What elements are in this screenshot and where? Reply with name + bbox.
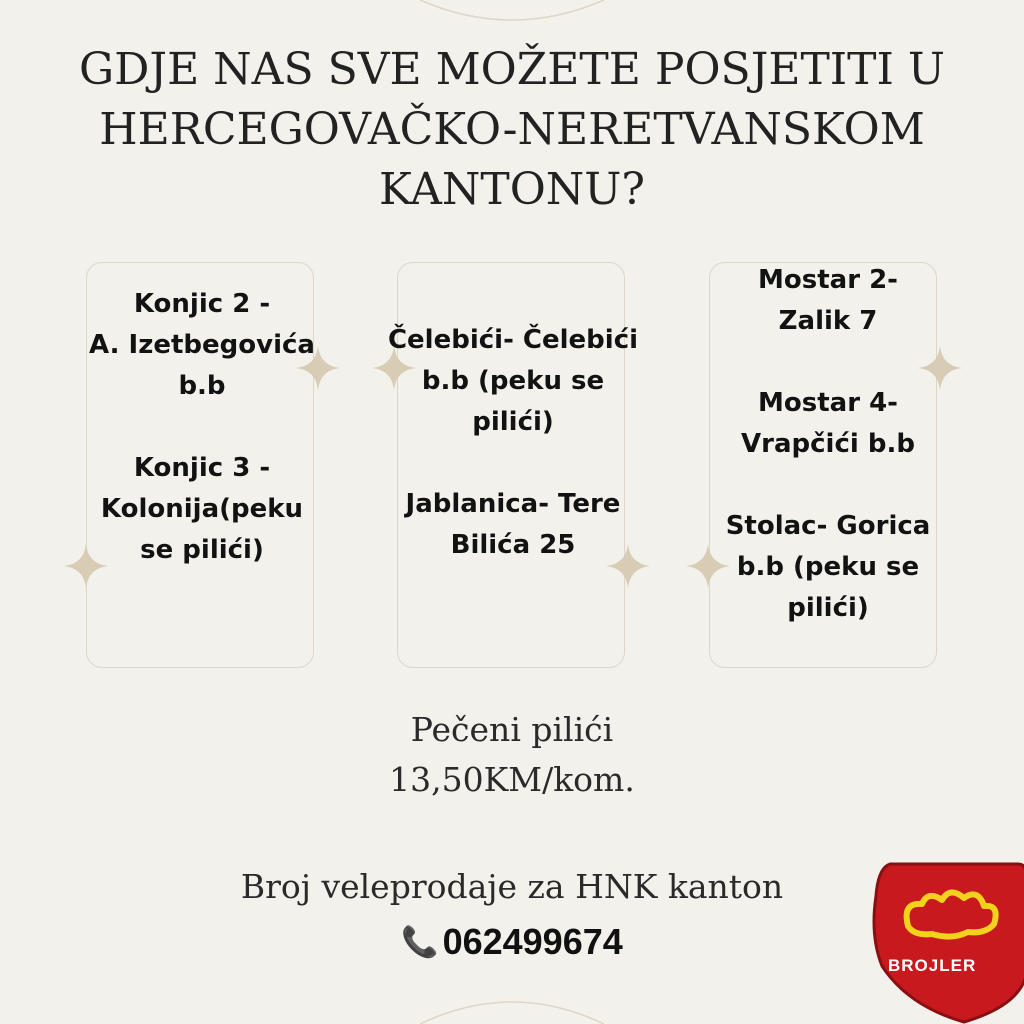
location-line: b.b (peku se [421, 366, 605, 396]
title-line-2: HERCEGOVAČKO-NERETVANSKOM [99, 104, 925, 155]
location-line: Konjic 3 - [133, 453, 271, 483]
sparkle-icon [918, 346, 962, 390]
phone-number-line[interactable] [312, 916, 712, 969]
sparkle-icon [372, 346, 416, 390]
wholesale-label: Broj veleprodaje za HNK kanton [240, 867, 784, 906]
location-line: A. Izetbegovića [89, 330, 315, 360]
brojler-logo [868, 856, 1024, 1024]
location-card-1-text [60, 284, 344, 571]
location-line: Mostar 2- [758, 265, 898, 295]
location-line: Stolac- Gorica [725, 511, 931, 541]
location-line: Konjic 2 - [133, 289, 271, 319]
location-line: Jablanica- Tere [405, 489, 621, 519]
location-line: b.b [178, 371, 226, 401]
location-line: se pilići) [140, 535, 264, 565]
location-line: Vrapčići b.b [741, 429, 915, 459]
location-spacer [371, 443, 655, 484]
title-line-1: GDJE NAS SVE MOŽETE POSJETITI U [79, 44, 945, 95]
location-line: pilići) [787, 593, 869, 623]
location-line: b.b (peku se [736, 552, 920, 582]
sparkle-icon [686, 544, 730, 588]
location-line: Kolonija(peku [100, 494, 304, 524]
location-line: Čelebići- Čelebići [387, 325, 639, 355]
price-label: Pečeni pilići [410, 710, 614, 749]
phone-number[interactable]: 062499674 [442, 921, 623, 962]
location-line: Bilića 25 [450, 530, 576, 560]
price-block [212, 705, 812, 805]
location-line: Zalik 7 [778, 306, 878, 336]
location-spacer [686, 465, 970, 506]
location-line: Mostar 4- [758, 388, 898, 418]
location-spacer [60, 407, 344, 448]
location-line: pilići) [472, 407, 554, 437]
title-line-3: KANTONU? [379, 164, 645, 215]
price-value: 13,50KM/kom. [389, 760, 635, 799]
sparkle-icon [606, 544, 650, 588]
telephone-receiver-icon: 📞 [401, 926, 439, 959]
logo-text: BROJLER [888, 956, 977, 975]
sparkle-icon [296, 346, 340, 390]
page-title [60, 40, 964, 220]
sparkle-icon [64, 544, 108, 588]
